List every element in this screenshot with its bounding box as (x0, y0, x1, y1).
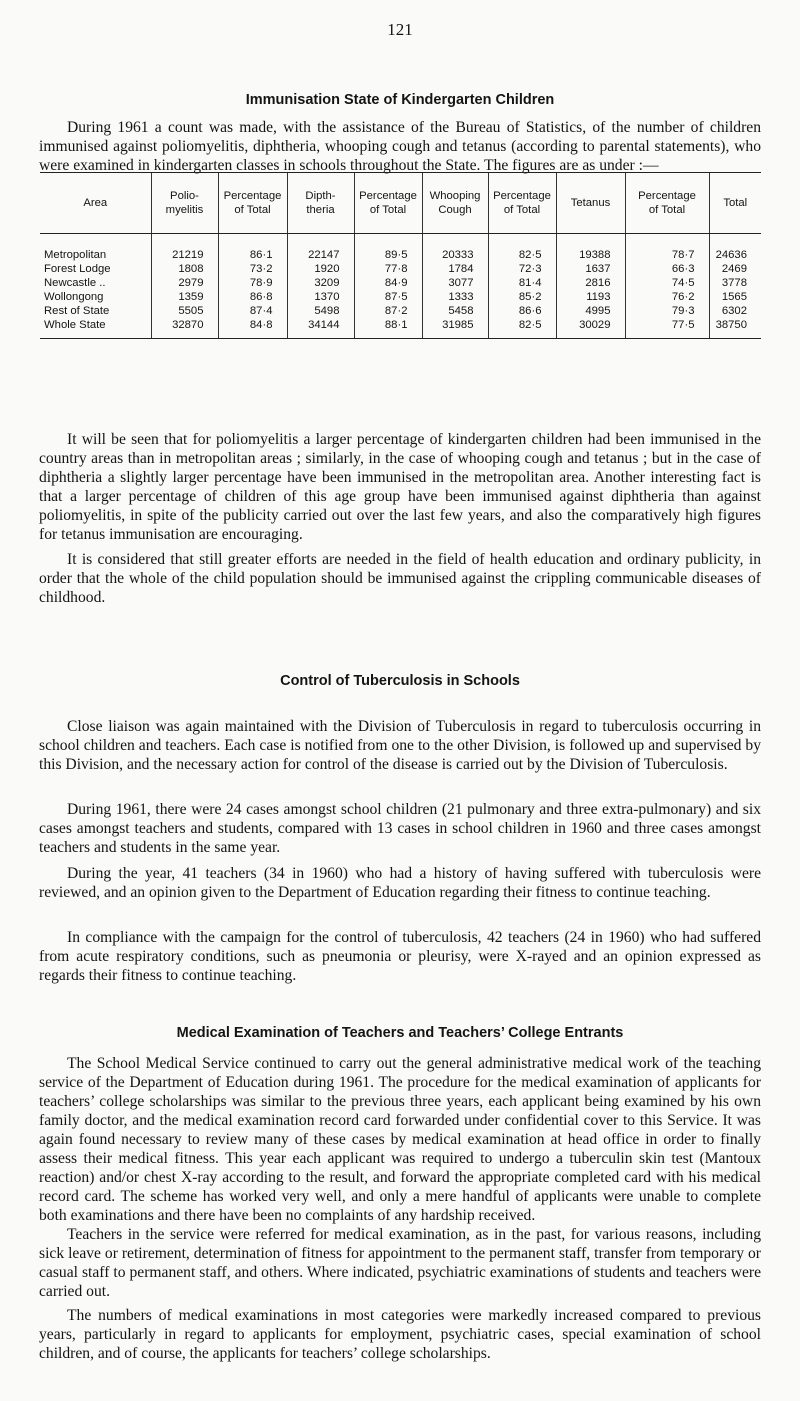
table-value-cell: 6302 (709, 304, 761, 318)
table-header-cell: Whooping Cough (422, 173, 488, 234)
tuberculosis-teachers-reviewed-paragraph: During the year, 41 teachers (34 in 1960) who had a history of having suffered with tuberculosis were reviewed, and an opinion given to the Department of Education regarding their fitness to continue teaching. (39, 865, 761, 901)
table-row (40, 262, 761, 276)
section-heading-medical-examination: Medical Examination of Teachers and Teachers’ College Entrants (176, 1025, 624, 1041)
table-value-cell: 88·1 (354, 318, 422, 339)
table-header-cell: Percentage of Total (488, 173, 556, 234)
table-value-cell: 87·4 (218, 304, 287, 318)
table-value-cell: 3778 (709, 276, 761, 290)
table-row (40, 276, 761, 290)
table-value-cell: 82·5 (488, 234, 556, 263)
table-value-cell: 2979 (151, 276, 218, 290)
table-value-cell: 1637 (556, 262, 625, 276)
immunisation-table (40, 172, 761, 339)
table-value-cell: 89·5 (354, 234, 422, 263)
table-value-cell: 3077 (422, 276, 488, 290)
table-header-row (40, 173, 761, 234)
tuberculosis-cases-paragraph: During 1961, there were 24 cases amongst school children (21 pulmonary and three extra-pulmonary) and six cases amongst teachers and students, compared with 13 cases in school children in 1960 and three cases amongst teachers and students in the same year. (39, 801, 761, 856)
table-value-cell: 66·3 (625, 262, 709, 276)
table-value-cell: 82·5 (488, 318, 556, 339)
table-value-cell: 5505 (151, 304, 218, 318)
table-value-cell: 87·5 (354, 290, 422, 304)
table-row (40, 304, 761, 318)
table-value-cell: 19388 (556, 234, 625, 263)
table-header-cell: Total (709, 173, 761, 234)
table-row (40, 318, 761, 339)
teachers-referral-paragraph: Teachers in the service were referred for medical examination, as in the past, for various reasons, including sick leave or retirement, determination of fitness for appointment to the permanent staff, transfer from temporary or casual staff to permanent staff, and others. Where indicated, psychiatric examinations of students and teachers were carried out. (39, 1226, 761, 1300)
immunisation-conclusion-paragraph: It is considered that still greater efforts are needed in the field of health education and ordinary publicity, in order that the whole of the child population should be immunised against the crippling communicable diseases of childhood. (39, 551, 761, 606)
table-area-cell: Metropolitan (44, 249, 107, 261)
table-value-cell: 2469 (709, 262, 761, 276)
table-value-cell: 1333 (422, 290, 488, 304)
table-value-cell: 81·4 (488, 276, 556, 290)
section-heading-immunisation: Immunisation State of Kindergarten Children (245, 92, 555, 108)
table-value-cell: 73·2 (218, 262, 287, 276)
medical-examination-procedure-paragraph: The School Medical Service continued to carry out the general administrative medical work of the teaching service of the Department of Education during 1961. The procedure for the medical examination of applicants for teachers’ college scholarships was similar to the previous three years, each applicant being examined by his own family doctor, and the medical examination record card forwarded under confidential cover to this Service. It was again found necessary to review many of these cases by medical examination at head office in order to finally assess their medical fitness. This year each applicant was required to undergo a tuberculin skin test (Mantoux reaction) and/or chest X-ray according to the result, and forward the appropriate completed card with his medical record card. The scheme has worked very well, and only a mere handful of applicants were unable to complete both examinations and there have been no complaints of any hardship received. (39, 1055, 761, 1224)
table-body (40, 234, 761, 339)
table-value-cell: 86·6 (488, 304, 556, 318)
table-value-cell: 3209 (287, 276, 354, 290)
table-header-cell: Area (40, 173, 151, 234)
table-area-cell: Wollongong (44, 291, 104, 303)
table-value-cell: 79·3 (625, 304, 709, 318)
table-value-cell: 1193 (556, 290, 625, 304)
table-value-cell: 32870 (151, 318, 218, 339)
table-value-cell: 78·9 (218, 276, 287, 290)
table-value-cell: 72·3 (488, 262, 556, 276)
table-header-cell: Percentage of Total (218, 173, 287, 234)
immunisation-intro-paragraph: During 1961 a count was made, with the assistance of the Bureau of Statistics, of the number of children immunised against poliomyelitis, diphtheria, whooping cough and tetanus (according to parental statements), who were examined in kindergarten classes in schools throughout the State. The figures are as under :— (39, 119, 761, 174)
table-value-cell: 1920 (287, 262, 354, 276)
table-value-cell: 30029 (556, 318, 625, 339)
table-value-cell: 1808 (151, 262, 218, 276)
tuberculosis-liaison-paragraph: Close liaison was again maintained with the Division of Tuberculosis in regard to tuberculosis occurring in school children and teachers. Each case is notified from one to the other Division, is followed up and supervised by this Division, and the necessary action for control of the disease is carried out by the Division of Tuberculosis. (39, 718, 761, 773)
table-value-cell: 86·8 (218, 290, 287, 304)
table-header-cell: Percentage of Total (354, 173, 422, 234)
table-row (40, 290, 761, 304)
table-area-cell: Forest Lodge (44, 263, 111, 275)
page-number: 121 (387, 20, 413, 39)
table-header-cell: Tetanus (556, 173, 625, 234)
table-header-cell: Dipth- theria (287, 173, 354, 234)
table-value-cell: 5458 (422, 304, 488, 318)
table-value-cell: 86·1 (218, 234, 287, 263)
table-value-cell: 21219 (151, 234, 218, 263)
tuberculosis-xray-paragraph: In compliance with the campaign for the control of tuberculosis, 42 teachers (24 in 1960) who had suffered from acute respiratory conditions, such as pneumonia or pleurisy, were X-rayed and an opinion expressed as regards their fitness to continue teaching. (39, 929, 761, 984)
table-value-cell: 1370 (287, 290, 354, 304)
table-row (40, 234, 761, 263)
table-area-cell: Newcastle .. (44, 277, 106, 289)
table-value-cell: 84·9 (354, 276, 422, 290)
table-value-cell: 84·8 (218, 318, 287, 339)
table-value-cell: 85·2 (488, 290, 556, 304)
table-value-cell: 77·5 (625, 318, 709, 339)
table-value-cell: 76·2 (625, 290, 709, 304)
table-value-cell: 20333 (422, 234, 488, 263)
table-value-cell: 78·7 (625, 234, 709, 263)
section-heading-tuberculosis: Control of Tuberculosis in Schools (280, 673, 520, 689)
table-value-cell: 22147 (287, 234, 354, 263)
table-header-cell: Polio- myelitis (151, 173, 218, 234)
immunisation-analysis-paragraph: It will be seen that for poliomyelitis a larger percentage of kindergarten children had been immunised in the country areas than in metropolitan areas ; similarly, in the case of whooping cough and tetanus ; but in the case of diphtheria a slightly larger percentage have been immunised in the metropolitan area. Another interesting fact is that a larger percentage of children of this age group have been immunised against diphtheria than against poliomyelitis, in spite of the publicity carried out over the last few years, and also the comparatively high figures for tetanus immunisation are encouraging. (39, 431, 761, 543)
table-value-cell: 5498 (287, 304, 354, 318)
table-header-cell: Percentage of Total (625, 173, 709, 234)
table-value-cell: 2816 (556, 276, 625, 290)
table-value-cell: 4995 (556, 304, 625, 318)
examination-numbers-paragraph: The numbers of medical examinations in most categories were markedly increased compared to previous years, particularly in regard to applicants for employment, psychiatric cases, special examination of school children, and of course, the applicants for teachers’ college scholarships. (39, 1307, 761, 1362)
table-area-cell: Rest of State (44, 305, 110, 317)
table-value-cell: 34144 (287, 318, 354, 339)
table-value-cell: 31985 (422, 318, 488, 339)
table-value-cell: 77·8 (354, 262, 422, 276)
table-value-cell: 24636 (709, 234, 761, 263)
table-value-cell: 1359 (151, 290, 218, 304)
table-value-cell: 74·5 (625, 276, 709, 290)
table-value-cell: 1565 (709, 290, 761, 304)
table-value-cell: 1784 (422, 262, 488, 276)
table-area-cell: Whole State (40, 318, 151, 339)
table-value-cell: 38750 (709, 318, 761, 339)
table-value-cell: 87·2 (354, 304, 422, 318)
